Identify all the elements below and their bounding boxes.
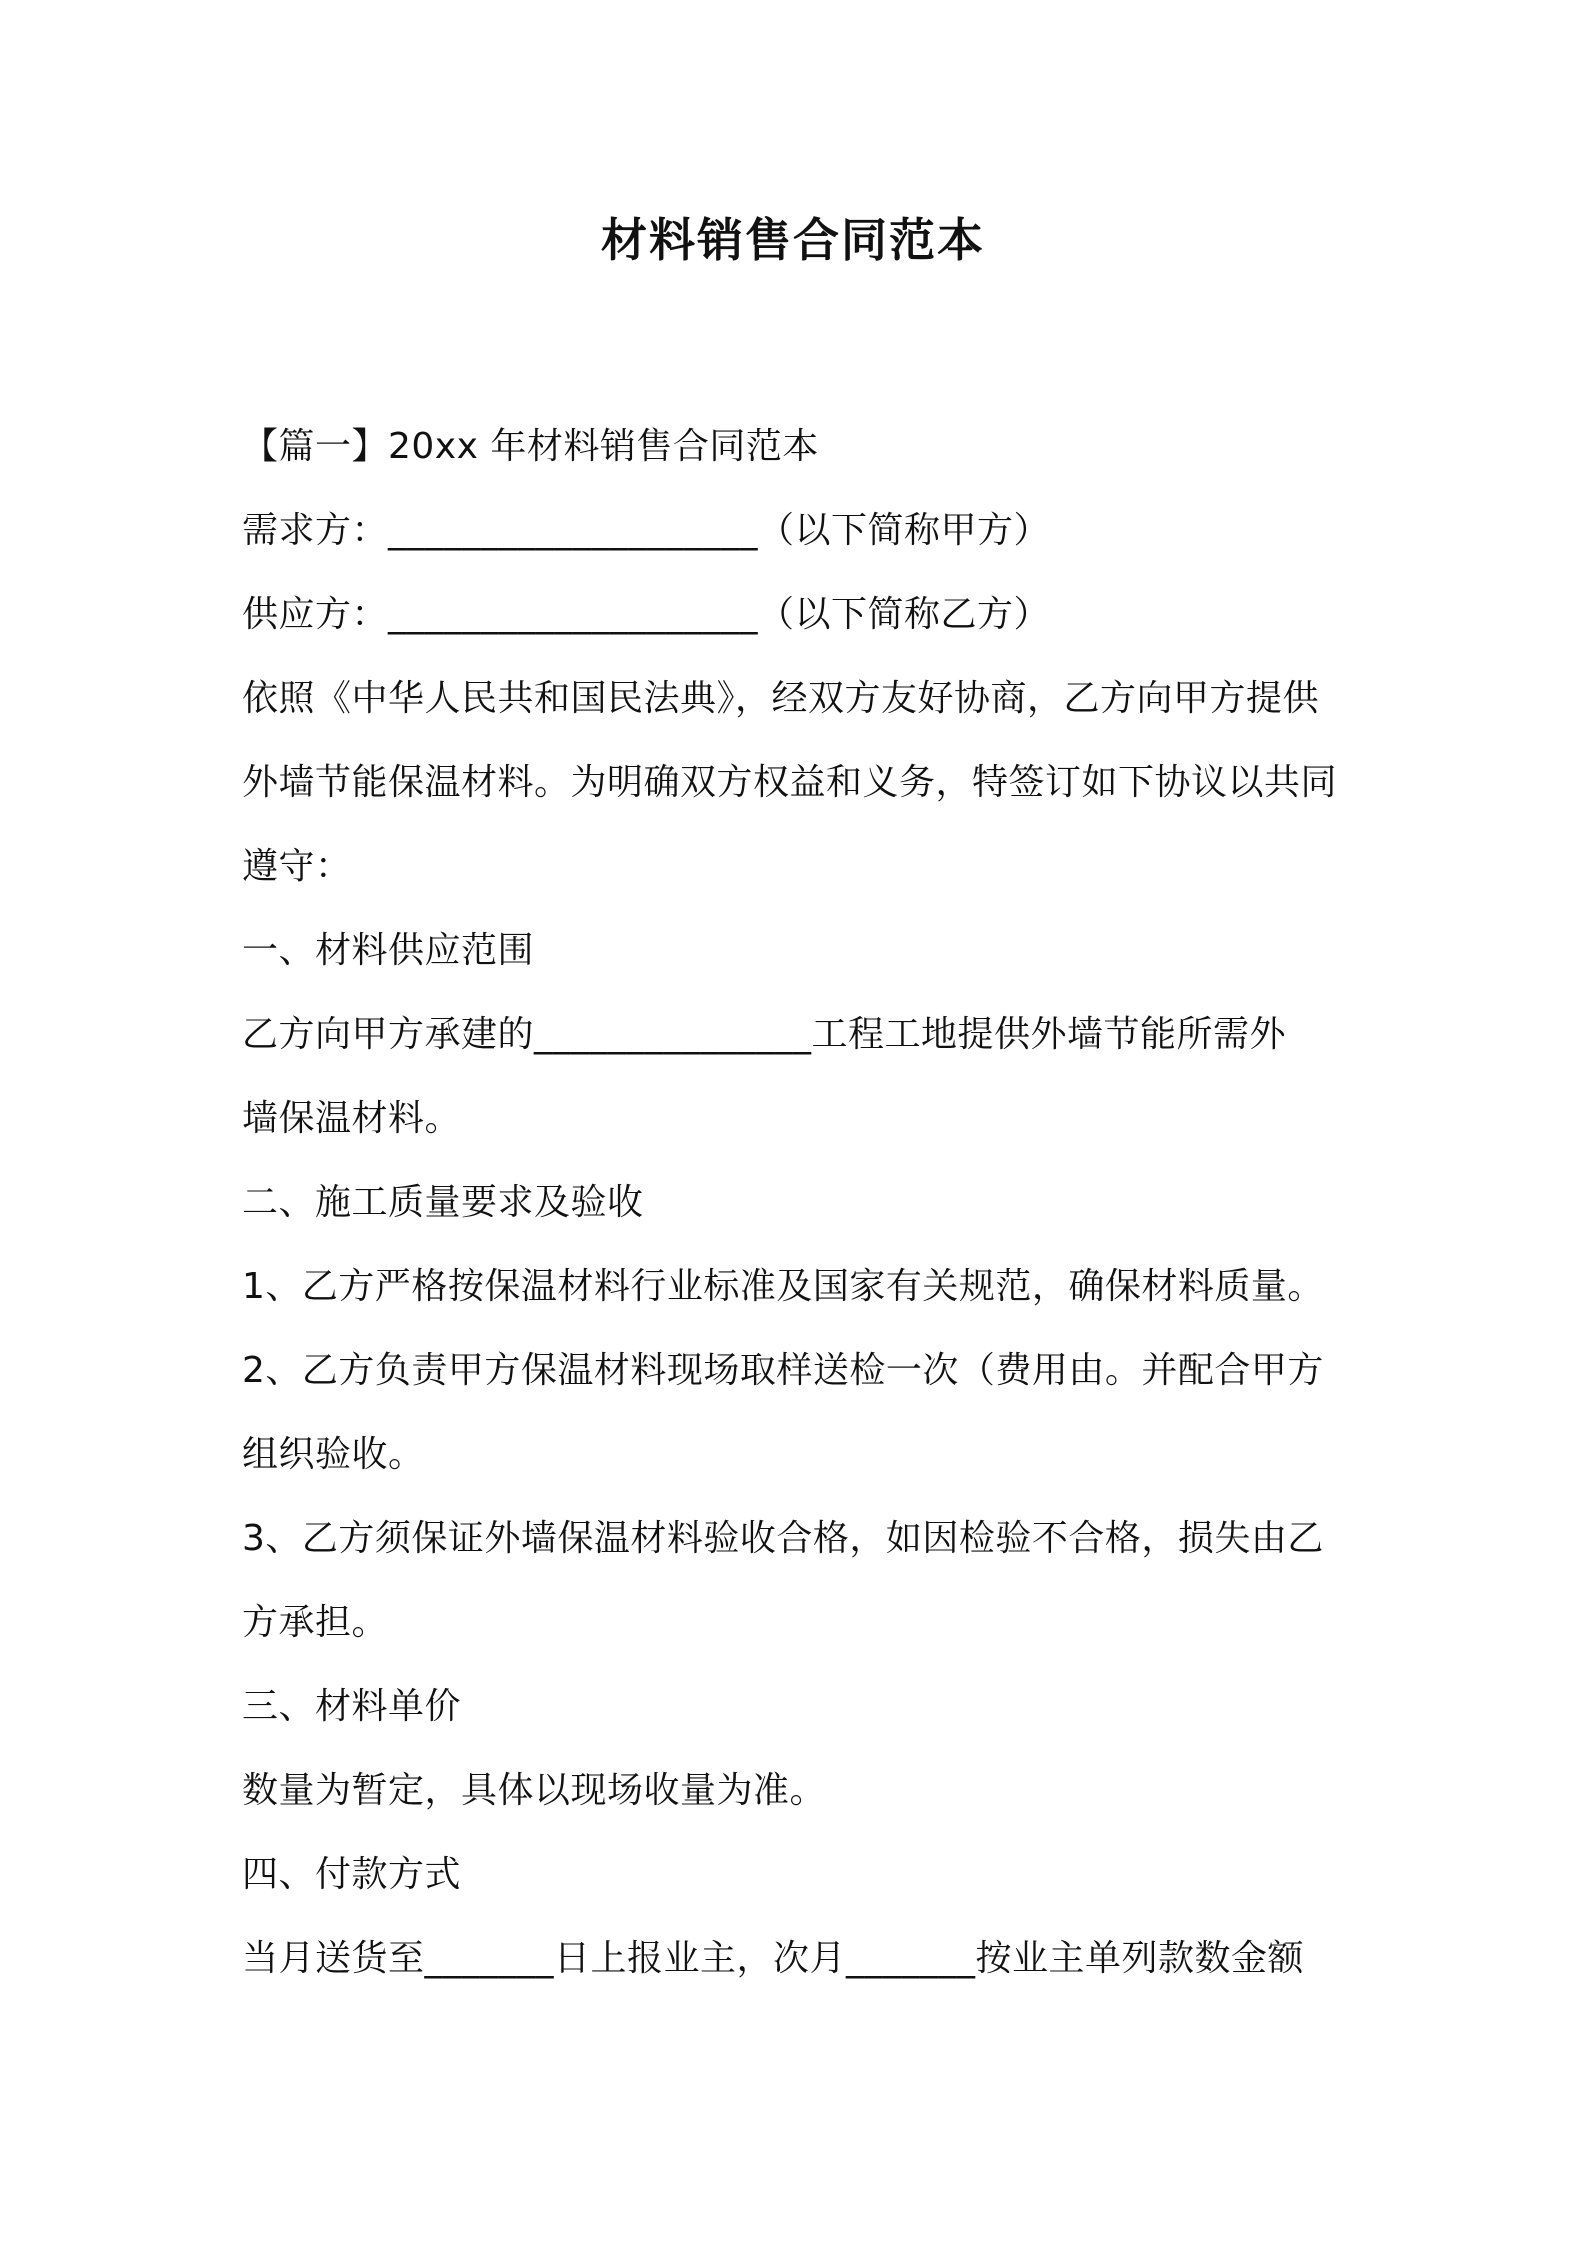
document-body [242,405,1362,2001]
preamble-line: 遵守： [242,846,352,887]
clause-text: 当月送货至_______日上报业主，次月_______按业主单列款数金额 [242,1938,1305,1979]
clause-heading-unit-price: 三、材料单价 [242,1686,462,1727]
buyer-line: 需求方：____________________（以下简称甲方） [242,510,1051,551]
clause-item-1: 1、乙方严格按保温材料行业标准及国家有关规范，确保材料质量。 [242,1266,1324,1307]
clause-text: 数量为暂定，具体以现场收量为准。 [242,1770,827,1811]
preamble-line: 依照《中华人民共和国民法典》，经双方友好协商，乙方向甲方提供 [242,678,1320,719]
clause-heading-supply-scope: 一、材料供应范围 [242,930,535,971]
clause-item-3-cont: 方承担。 [242,1602,389,1643]
preamble-line: 外墙节能保温材料。为明确双方权益和义务，特签订如下协议以共同 [242,762,1338,803]
clause-item-2-cont: 组织验收。 [242,1434,425,1475]
clause-heading-payment: 四、付款方式 [242,1854,462,1895]
section-heading-part-one: 【篇一】20xx 年材料销售合同范本 [242,426,819,467]
supplier-line: 供应方：____________________（以下简称乙方） [242,594,1051,635]
document-title: 材料销售合同范本 [601,213,985,267]
clause-item-3: 3、乙方须保证外墙保温材料验收合格，如因检验不合格，损失由乙 [242,1518,1324,1559]
clause-item-2: 2、乙方负责甲方保温材料现场取样送检一次（费用由。并配合甲方 [242,1350,1324,1391]
clause-heading-quality: 二、施工质量要求及验收 [242,1182,644,1223]
clause-text: 乙方向甲方承建的_______________工程工地提供外墙节能所需外 [242,1014,1287,1055]
clause-text: 墙保温材料。 [242,1098,462,1139]
